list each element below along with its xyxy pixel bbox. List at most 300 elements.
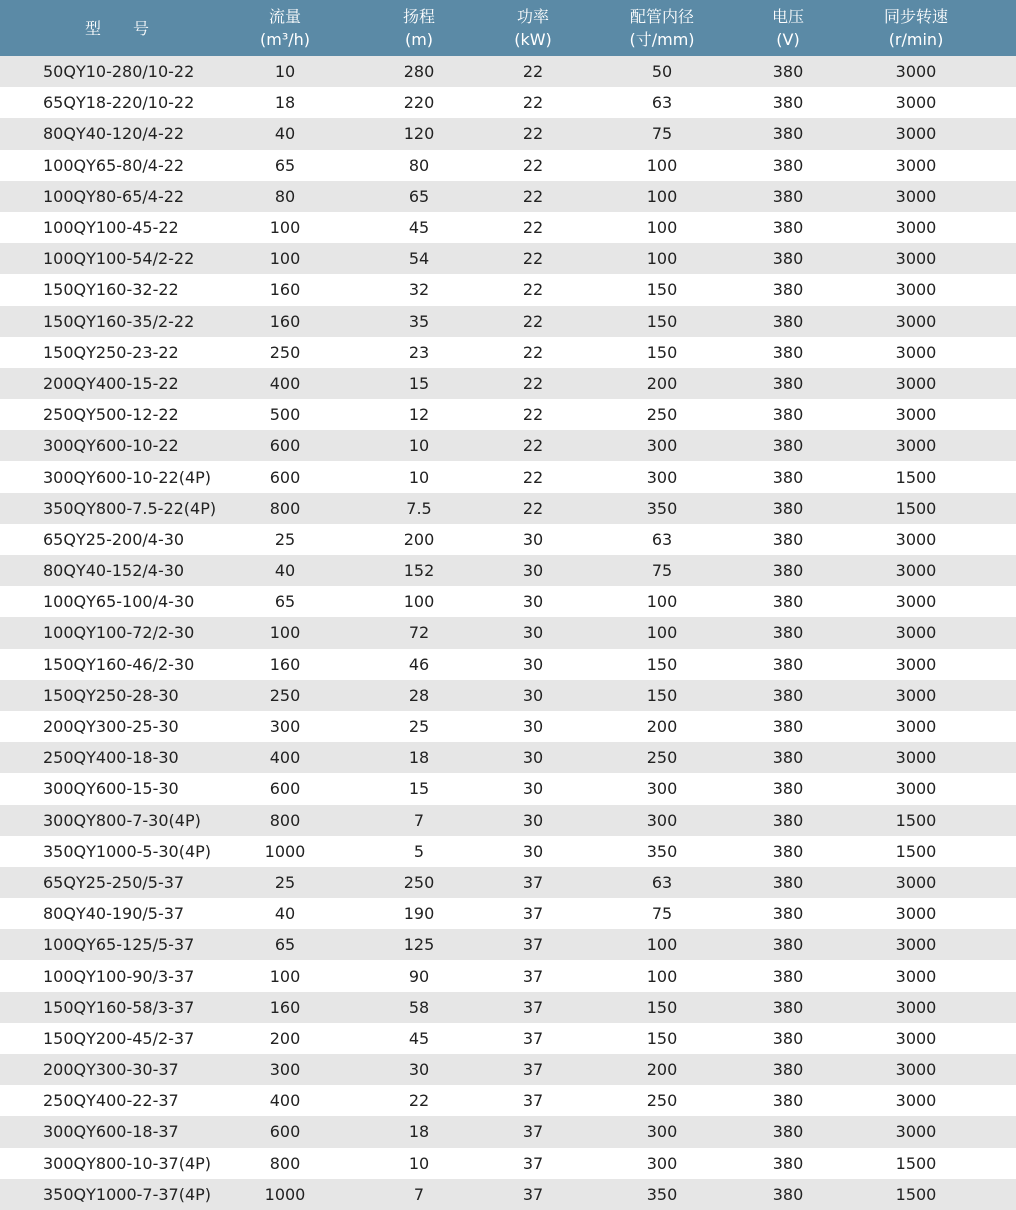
model-cell: 300QY600-10-22(4P) [43,467,212,487]
table-row [0,118,1016,149]
table-row [0,430,1016,461]
voltage-cell: 380 [772,592,804,612]
header-flow-label: 流量 [268,7,301,26]
table-row [0,617,1016,648]
head-cell: 65 [408,186,430,206]
model-cell: 300QY600-15-30 [43,779,179,799]
power-cell: 22 [522,467,544,487]
flow-cell: 400 [269,1091,301,1111]
speed-cell: 3000 [895,405,937,425]
head-cell: 220 [403,93,435,113]
head-cell: 32 [408,280,430,300]
power-cell: 22 [522,218,544,238]
model-cell: 150QY250-28-30 [43,685,179,705]
voltage-cell: 380 [772,467,804,487]
head-cell: 18 [408,748,430,768]
pipe-diameter-cell: 100 [646,249,678,269]
model-cell: 80QY40-152/4-30 [43,561,185,581]
pipe-diameter-cell: 350 [646,1184,678,1204]
table-row [0,243,1016,274]
head-cell: 23 [408,342,430,362]
speed-cell: 3000 [895,93,937,113]
model-cell: 350QY800-7.5-22(4P) [43,498,217,518]
model-cell: 65QY25-250/5-37 [43,872,185,892]
flow-cell: 65 [274,592,296,612]
power-cell: 30 [522,779,544,799]
header-head-unit: (m) [404,30,434,49]
table-row [0,586,1016,617]
speed-cell: 3000 [895,373,937,393]
flow-cell: 100 [269,249,301,269]
header-pipe-unit: (寸/mm) [629,30,695,49]
model-cell: 100QY65-125/5-37 [43,935,195,955]
flow-cell: 160 [269,311,301,331]
head-cell: 100 [403,592,435,612]
power-cell: 30 [522,748,544,768]
head-cell: 7 [413,1184,425,1204]
head-cell: 7.5 [406,498,432,518]
pipe-diameter-cell: 75 [651,561,673,581]
power-cell: 30 [522,561,544,581]
voltage-cell: 380 [772,93,804,113]
table-row [0,805,1016,836]
model-cell: 300QY800-7-30(4P) [43,810,201,830]
power-cell: 22 [522,311,544,331]
header-speed-label: 同步转速 [883,7,948,26]
table-row [0,87,1016,118]
flow-cell: 800 [269,810,301,830]
model-cell: 100QY65-80/4-22 [43,155,185,175]
table-row [0,461,1016,492]
model-cell: 350QY1000-7-37(4P) [43,1184,212,1204]
flow-cell: 600 [269,436,301,456]
power-cell: 30 [522,810,544,830]
head-cell: 12 [408,405,430,425]
head-cell: 30 [408,1060,430,1080]
head-cell: 5 [413,841,425,861]
power-cell: 37 [522,1184,544,1204]
speed-cell: 1500 [895,1184,937,1204]
header-pipe-diameter [564,0,760,56]
head-cell: 22 [408,1091,430,1111]
head-cell: 10 [408,1153,430,1173]
table-row [0,1085,1016,1116]
header-flow [234,0,336,56]
power-cell: 22 [522,280,544,300]
power-cell: 30 [522,717,544,737]
model-cell: 80QY40-190/5-37 [43,904,185,924]
head-cell: 54 [408,249,430,269]
table-row [0,898,1016,929]
voltage-cell: 380 [772,685,804,705]
flow-cell: 25 [274,872,296,892]
flow-cell: 600 [269,1122,301,1142]
voltage-cell: 380 [772,155,804,175]
model-cell: 300QY600-18-37 [43,1122,179,1142]
voltage-cell: 380 [772,748,804,768]
power-cell: 37 [522,1060,544,1080]
table-row [0,929,1016,960]
model-cell: 65QY18-220/10-22 [43,93,195,113]
pipe-diameter-cell: 100 [646,623,678,643]
table-row [0,306,1016,337]
speed-cell: 3000 [895,1091,937,1111]
flow-cell: 40 [274,124,296,144]
flow-cell: 400 [269,748,301,768]
header-power-unit: (kW) [514,30,552,49]
head-cell: 7 [413,810,425,830]
power-cell: 37 [522,872,544,892]
header-row [0,0,1016,56]
pipe-diameter-cell: 100 [646,218,678,238]
pipe-diameter-cell: 300 [646,1122,678,1142]
power-cell: 30 [522,654,544,674]
head-cell: 15 [408,779,430,799]
speed-cell: 3000 [895,592,937,612]
voltage-cell: 380 [772,249,804,269]
speed-cell: 3000 [895,904,937,924]
pipe-diameter-cell: 150 [646,1028,678,1048]
head-cell: 190 [403,904,435,924]
power-cell: 37 [522,966,544,986]
table-row [0,960,1016,991]
power-cell: 37 [522,1091,544,1111]
header-head-label: 扬程 [402,7,435,26]
voltage-cell: 380 [772,623,804,643]
voltage-cell: 380 [772,561,804,581]
table-row [0,524,1016,555]
header-flow-unit: (m³/h) [259,30,310,49]
pipe-diameter-cell: 150 [646,997,678,1017]
flow-cell: 10 [274,62,296,82]
head-cell: 15 [408,373,430,393]
flow-cell: 18 [274,93,296,113]
header-speed-unit: (r/min) [888,30,944,49]
head-cell: 280 [403,62,435,82]
pipe-diameter-cell: 63 [651,529,673,549]
speed-cell: 3000 [895,685,937,705]
pipe-diameter-cell: 100 [646,186,678,206]
model-cell: 150QY160-46/2-30 [43,654,195,674]
table-row [0,1116,1016,1147]
table-row [0,150,1016,181]
model-cell: 80QY40-120/4-22 [43,124,185,144]
head-cell: 25 [408,717,430,737]
speed-cell: 3000 [895,935,937,955]
speed-cell: 3000 [895,62,937,82]
speed-cell: 3000 [895,748,937,768]
pipe-diameter-cell: 63 [651,93,673,113]
pipe-diameter-cell: 250 [646,748,678,768]
table-header [0,0,1016,56]
pipe-diameter-cell: 100 [646,155,678,175]
voltage-cell: 380 [772,872,804,892]
voltage-cell: 380 [772,1028,804,1048]
model-cell: 200QY300-30-37 [43,1060,179,1080]
speed-cell: 1500 [895,810,937,830]
table-row [0,773,1016,804]
model-cell: 100QY100-45-22 [43,218,179,238]
pipe-diameter-cell: 300 [646,436,678,456]
speed-cell: 3000 [895,342,937,362]
table-row [0,368,1016,399]
flow-cell: 160 [269,997,301,1017]
voltage-cell: 380 [772,654,804,674]
voltage-cell: 380 [772,311,804,331]
flow-cell: 300 [269,717,301,737]
head-cell: 28 [408,685,430,705]
table-row [0,555,1016,586]
power-cell: 30 [522,841,544,861]
speed-cell: 3000 [895,1122,937,1142]
model-cell: 300QY800-10-37(4P) [43,1153,212,1173]
flow-cell: 250 [269,342,301,362]
head-cell: 72 [408,623,430,643]
table-row [0,836,1016,867]
voltage-cell: 380 [772,935,804,955]
flow-cell: 800 [269,498,301,518]
flow-cell: 800 [269,1153,301,1173]
table-row [0,992,1016,1023]
table-body [0,56,1016,1210]
head-cell: 80 [408,155,430,175]
model-cell: 100QY100-54/2-22 [43,249,195,269]
speed-cell: 3000 [895,717,937,737]
header-voltage-label: 电压 [771,7,804,26]
head-cell: 120 [403,124,435,144]
pipe-diameter-cell: 150 [646,685,678,705]
header-power-label: 功率 [516,7,549,26]
model-cell: 200QY300-25-30 [43,717,179,737]
speed-cell: 1500 [895,498,937,518]
table-row [0,1054,1016,1085]
flow-cell: 65 [274,155,296,175]
power-cell: 30 [522,685,544,705]
table-row [0,1179,1016,1210]
model-cell: 250QY400-18-30 [43,748,179,768]
model-cell: 200QY400-15-22 [43,373,179,393]
pipe-diameter-cell: 300 [646,779,678,799]
pipe-diameter-cell: 300 [646,810,678,830]
pipe-diameter-cell: 200 [646,1060,678,1080]
flow-cell: 400 [269,373,301,393]
pipe-diameter-cell: 350 [646,841,678,861]
header-voltage [760,0,816,56]
flow-cell: 250 [269,685,301,705]
power-cell: 37 [522,1122,544,1142]
power-cell: 37 [522,935,544,955]
pipe-diameter-cell: 100 [646,966,678,986]
head-cell: 250 [403,872,435,892]
pipe-diameter-cell: 250 [646,405,678,425]
speed-cell: 3000 [895,623,937,643]
flow-cell: 160 [269,280,301,300]
table-row [0,399,1016,430]
pipe-diameter-cell: 63 [651,872,673,892]
speed-cell: 3000 [895,186,937,206]
power-cell: 37 [522,904,544,924]
pipe-diameter-cell: 150 [646,654,678,674]
flow-cell: 200 [269,1028,301,1048]
head-cell: 125 [403,935,435,955]
voltage-cell: 380 [772,1184,804,1204]
speed-cell: 3000 [895,779,937,799]
speed-cell: 3000 [895,1028,937,1048]
header-power [502,0,564,56]
speed-cell: 1500 [895,841,937,861]
model-cell: 350QY1000-5-30(4P) [43,841,212,861]
power-cell: 30 [522,592,544,612]
table-row [0,181,1016,212]
voltage-cell: 380 [772,966,804,986]
pipe-diameter-cell: 150 [646,311,678,331]
table-row [0,212,1016,243]
model-cell: 100QY65-100/4-30 [43,592,195,612]
flow-cell: 100 [269,218,301,238]
speed-cell: 3000 [895,872,937,892]
power-cell: 22 [522,498,544,518]
table-row [0,867,1016,898]
voltage-cell: 380 [772,436,804,456]
voltage-cell: 380 [772,1091,804,1111]
voltage-cell: 380 [772,218,804,238]
flow-cell: 65 [274,935,296,955]
voltage-cell: 380 [772,186,804,206]
head-cell: 152 [403,561,435,581]
head-cell: 18 [408,1122,430,1142]
speed-cell: 3000 [895,124,937,144]
head-cell: 35 [408,311,430,331]
power-cell: 37 [522,1153,544,1173]
power-cell: 22 [522,62,544,82]
speed-cell: 3000 [895,654,937,674]
power-cell: 22 [522,342,544,362]
flow-cell: 25 [274,529,296,549]
speed-cell: 1500 [895,467,937,487]
voltage-cell: 380 [772,717,804,737]
pipe-diameter-cell: 75 [651,124,673,144]
voltage-cell: 380 [772,1153,804,1173]
voltage-cell: 380 [772,997,804,1017]
voltage-cell: 380 [772,342,804,362]
pipe-diameter-cell: 200 [646,717,678,737]
header-model [0,0,234,56]
model-cell: 300QY600-10-22 [43,436,179,456]
power-cell: 37 [522,1028,544,1048]
model-cell: 250QY400-22-37 [43,1091,179,1111]
model-cell: 100QY80-65/4-22 [43,186,185,206]
voltage-cell: 380 [772,779,804,799]
voltage-cell: 380 [772,62,804,82]
pipe-diameter-cell: 150 [646,342,678,362]
power-cell: 30 [522,529,544,549]
speed-cell: 3000 [895,311,937,331]
model-cell: 100QY100-72/2-30 [43,623,195,643]
header-model-label: 型 号 [84,18,149,38]
table-row [0,337,1016,368]
flow-cell: 300 [269,1060,301,1080]
table-row [0,680,1016,711]
model-cell: 150QY200-45/2-37 [43,1028,195,1048]
speed-cell: 3000 [895,218,937,238]
power-cell: 22 [522,405,544,425]
head-cell: 46 [408,654,430,674]
flow-cell: 40 [274,561,296,581]
pipe-diameter-cell: 100 [646,592,678,612]
head-cell: 58 [408,997,430,1017]
pipe-diameter-cell: 200 [646,373,678,393]
header-head [336,0,502,56]
power-cell: 22 [522,373,544,393]
pipe-diameter-cell: 50 [651,62,673,82]
flow-cell: 100 [269,623,301,643]
flow-cell: 40 [274,904,296,924]
speed-cell: 3000 [895,529,937,549]
speed-cell: 3000 [895,436,937,456]
model-cell: 150QY160-58/3-37 [43,997,195,1017]
flow-cell: 1000 [264,841,306,861]
speed-cell: 1500 [895,1153,937,1173]
power-cell: 22 [522,436,544,456]
voltage-cell: 380 [772,810,804,830]
model-cell: 65QY25-200/4-30 [43,529,185,549]
power-cell: 22 [522,249,544,269]
pipe-diameter-cell: 350 [646,498,678,518]
table-row [0,1023,1016,1054]
flow-cell: 600 [269,779,301,799]
flow-cell: 80 [274,186,296,206]
speed-cell: 3000 [895,249,937,269]
head-cell: 200 [403,529,435,549]
header-speed [816,0,1016,56]
voltage-cell: 380 [772,904,804,924]
pipe-diameter-cell: 300 [646,1153,678,1173]
pipe-diameter-cell: 250 [646,1091,678,1111]
power-cell: 37 [522,997,544,1017]
pipe-diameter-cell: 75 [651,904,673,924]
power-cell: 22 [522,155,544,175]
pipe-diameter-cell: 100 [646,935,678,955]
header-pipe-label: 配管内径 [629,7,694,26]
pipe-diameter-cell: 150 [646,280,678,300]
voltage-cell: 380 [772,1060,804,1080]
head-cell: 90 [408,966,430,986]
speed-cell: 3000 [895,155,937,175]
power-cell: 22 [522,93,544,113]
table-row [0,1148,1016,1179]
model-cell: 150QY160-35/2-22 [43,311,195,331]
speed-cell: 3000 [895,1060,937,1080]
flow-cell: 1000 [264,1184,306,1204]
voltage-cell: 380 [772,841,804,861]
voltage-cell: 380 [772,1122,804,1142]
flow-cell: 100 [269,966,301,986]
table-row [0,274,1016,305]
table-row [0,493,1016,524]
model-cell: 150QY160-32-22 [43,280,179,300]
head-cell: 10 [408,436,430,456]
voltage-cell: 380 [772,373,804,393]
speed-cell: 3000 [895,997,937,1017]
pipe-diameter-cell: 300 [646,467,678,487]
table-row [0,742,1016,773]
head-cell: 10 [408,467,430,487]
flow-cell: 500 [269,405,301,425]
table-row [0,649,1016,680]
power-cell: 22 [522,186,544,206]
voltage-cell: 380 [772,498,804,518]
flow-cell: 600 [269,467,301,487]
